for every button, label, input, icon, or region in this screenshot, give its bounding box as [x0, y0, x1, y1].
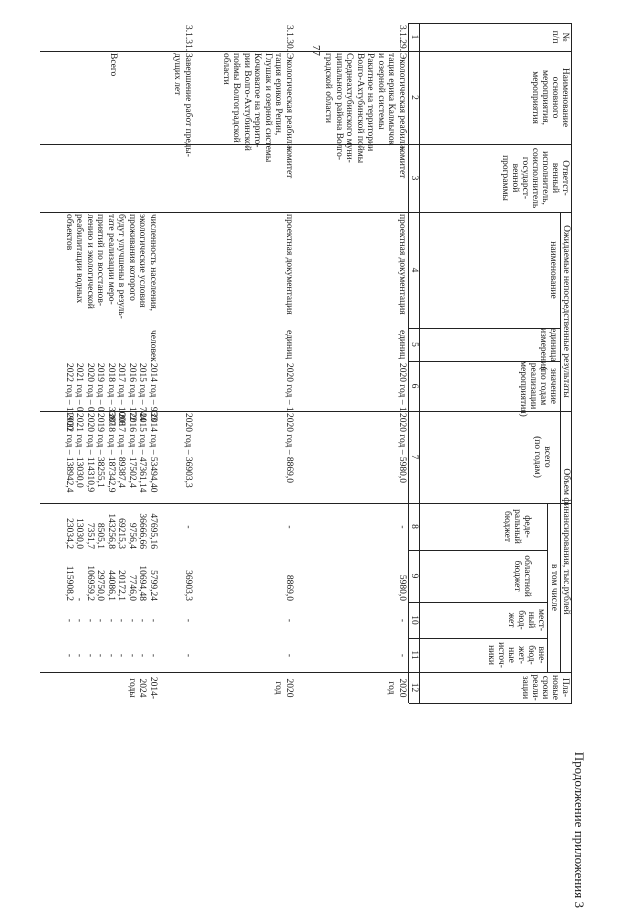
header-total	[532, 411, 552, 503]
text-line: 44086,1	[106, 570, 116, 601]
text-line: 2014-	[148, 676, 158, 700]
row-number: 3.1.29.	[397, 25, 407, 52]
text-line: мест-	[536, 609, 546, 631]
local-budget: -	[397, 618, 407, 623]
text-line: 2020	[397, 678, 407, 698]
header-value	[518, 361, 558, 417]
text-line: значение	[548, 367, 558, 405]
rotated-table-page	[40, 23, 627, 910]
text-line: тация ерика Калмычок	[386, 53, 397, 146]
header-financing: Объем финансирования, тыс.рублей	[561, 468, 571, 615]
text-line: жет	[506, 612, 516, 628]
text-line: (по годам	[538, 366, 548, 406]
text-line: Глушак и озерной системы	[263, 53, 273, 163]
text-line: Экологическая реабили-	[397, 53, 407, 152]
text-line: 2015 год – 744	[137, 363, 148, 422]
total-result	[64, 214, 159, 327]
text-line: бюджет	[512, 560, 522, 592]
text-line: Кочковатое на террито-	[252, 53, 263, 148]
text-line: ральный	[512, 509, 522, 544]
header-result-name	[548, 212, 558, 328]
text-line: 7746,0	[127, 574, 137, 601]
text-line: ципального района Волго-	[334, 53, 344, 160]
row-number: 3.1.30.	[284, 25, 294, 52]
text-line: 2019 год – 0	[95, 363, 106, 412]
text-line: единица	[548, 328, 558, 362]
column-number: 6	[409, 383, 419, 389]
table-vline	[409, 503, 572, 504]
column-number: 4	[409, 267, 419, 273]
federal-budget: -	[284, 525, 294, 529]
header-expected-results: Ожидаемые непосредственные результаты	[561, 225, 571, 398]
text-line: -	[64, 618, 74, 623]
text-line: -	[137, 618, 148, 623]
text-line: 143256,8	[106, 513, 116, 549]
text-line: 115908,2	[64, 565, 74, 601]
text-line: проживания которого	[127, 214, 137, 301]
header-including: в том числе	[549, 564, 559, 611]
text-line: 2020 год – 0	[85, 363, 95, 412]
text-line: 9756,4	[127, 522, 137, 549]
text-line: Пла-	[560, 678, 570, 697]
text-line: -	[116, 653, 127, 658]
text-line: мероприятия	[530, 71, 540, 124]
financing-total: 2020 год – 36903,3	[183, 413, 193, 488]
financing-total: 2020 год – 8869,0	[284, 413, 294, 483]
text-line: тате реализации меро-	[106, 214, 116, 305]
implementation-term	[386, 674, 407, 702]
text-line: 2020 год – 114310,9	[85, 413, 95, 493]
text-line: наименование	[548, 241, 558, 299]
text-line: феде-	[522, 515, 532, 538]
text-line: Ответст-	[560, 160, 570, 196]
responsible-executor: комитет	[284, 146, 294, 179]
text-line: бюджет	[502, 510, 512, 543]
result-name: проектная документация	[397, 214, 407, 315]
text-line: -	[95, 653, 106, 658]
text-line: жет-	[516, 646, 526, 664]
table-vline	[409, 23, 572, 24]
text-line: 10694,48	[137, 565, 148, 601]
text-line: Волго-Ахтубинской поймы	[355, 53, 365, 164]
column-number: 5	[409, 342, 419, 347]
column-number: 11	[409, 650, 419, 660]
text-line: и озерной системы	[376, 53, 386, 130]
text-line: численность населения,	[148, 214, 158, 311]
implementation-term	[273, 674, 294, 702]
text-line: мероприятия)	[518, 361, 528, 417]
text-line: 13030,0	[74, 518, 85, 549]
regional-budget: 5980,0	[397, 574, 407, 601]
text-line: год	[386, 681, 397, 695]
text-line: соисполнитель	[530, 147, 540, 209]
text-line: исполнитель,	[540, 151, 550, 205]
regional-budget: 8869,0	[284, 574, 294, 601]
result-value: 2020 год – 1	[397, 363, 407, 412]
text-line: всего	[542, 446, 552, 468]
result-unit: единиц	[397, 330, 407, 360]
table-vline	[40, 672, 572, 673]
text-line: -	[127, 618, 137, 623]
text-line: 2016 год – 17502,4	[127, 413, 137, 488]
total-label: Всего	[108, 53, 118, 77]
text-line: 2018 год – 3387	[106, 363, 116, 426]
text-line: 5799,24	[148, 570, 158, 601]
text-line: -	[127, 653, 137, 658]
text-line: -	[95, 618, 106, 623]
text-line: области	[221, 53, 231, 85]
text-line: зации	[520, 675, 530, 700]
header-regional	[512, 550, 532, 602]
text-line: новые	[550, 675, 560, 700]
text-line: объектов	[64, 214, 74, 251]
text-line: Экологическая реабили-	[284, 53, 294, 152]
local-budget: -	[183, 618, 193, 623]
financing-total: 2020 год – 5980,0	[397, 413, 407, 483]
text-line: мероприятия,	[540, 70, 550, 125]
text-line: 2022 год – 11900	[64, 363, 74, 431]
text-line: источ-	[496, 642, 506, 668]
text-line: 8505,1	[95, 522, 106, 549]
text-line: сроки	[540, 675, 550, 700]
column-number: 7	[409, 454, 419, 460]
text-line: 2015 год – 47361,14	[137, 413, 148, 493]
text-line: -	[85, 653, 95, 658]
text-line: вне-	[536, 646, 546, 664]
column-number: 2	[409, 95, 419, 100]
result-value: 2020 год – 1	[284, 363, 294, 412]
text-line: 23034,2	[64, 518, 74, 549]
text-line: основного	[550, 76, 560, 119]
header-hline	[547, 503, 548, 672]
text-line: реали-	[530, 674, 540, 701]
text-line: 2017 год – 1008	[116, 363, 127, 426]
text-line: венный	[550, 162, 560, 194]
text-line: государст-	[520, 156, 530, 200]
table-hline	[419, 23, 420, 703]
responsible-executor: комитет	[397, 146, 407, 179]
header-measure-name	[530, 51, 570, 144]
financing-table	[40, 23, 572, 910]
text-line: тация ериков Репин,	[273, 53, 284, 136]
header-local	[506, 602, 546, 638]
table-vline	[409, 703, 572, 704]
text-line: (по годам)	[532, 436, 542, 478]
text-line: 29750,0	[95, 570, 106, 601]
column-number: 12	[409, 682, 419, 693]
text-line: 36666,66	[137, 513, 148, 549]
header-terms	[520, 672, 570, 703]
text-line: ники	[486, 645, 496, 665]
total-financing	[64, 413, 159, 502]
text-line: 2014 год – 933	[148, 363, 158, 422]
result-name: проектная документация	[284, 214, 294, 315]
text-line: -	[106, 618, 116, 623]
text-line: ный	[526, 611, 536, 629]
row-number: 3.1.31.	[183, 25, 193, 52]
extrabudget-sources: -	[183, 653, 193, 658]
header-unit	[538, 328, 558, 371]
text-line: п/п	[550, 30, 560, 44]
total-extrabudget	[64, 640, 159, 671]
table-vline	[40, 212, 572, 213]
text-line: приятий по восстанов-	[95, 214, 106, 306]
text-line: -	[74, 597, 85, 601]
text-line: 47695,16	[148, 513, 158, 549]
text-line: -	[74, 618, 85, 623]
text-line: 2020	[284, 678, 294, 698]
column-number: 8	[409, 524, 419, 529]
local-budget: -	[284, 618, 294, 623]
text-line: 2022 год – 138942,4	[64, 413, 74, 493]
text-line: 106959,2	[85, 565, 95, 601]
text-line: -	[116, 618, 127, 623]
text-line: 20172,1	[116, 570, 127, 601]
total-values	[64, 363, 159, 431]
text-line: 69215,3	[116, 518, 127, 549]
measure-name	[172, 53, 193, 157]
table-vline	[40, 144, 572, 145]
extrabudget-sources: -	[284, 653, 294, 658]
text-line: Наименование	[560, 67, 570, 128]
text-line: будут улучшены в резуль-	[116, 214, 127, 319]
text-line: 2021 год – 13030,0	[74, 413, 85, 488]
table-vline	[40, 51, 572, 52]
text-line: -	[106, 653, 116, 658]
text-line: 2016 год – 172	[127, 363, 137, 422]
federal-budget: -	[183, 525, 193, 529]
text-line: венной	[510, 163, 520, 193]
text-line: 7351,7	[85, 522, 95, 549]
text-line: реабилитации водных	[74, 214, 85, 304]
column-number: 1	[409, 34, 419, 40]
total-local	[64, 604, 159, 637]
text-line: областной	[522, 555, 532, 597]
column-number: 9	[409, 573, 419, 579]
text-line: ные	[506, 647, 516, 663]
header-extrabudget	[486, 638, 546, 672]
table-hline	[571, 23, 572, 703]
text-line: год	[273, 681, 284, 695]
text-line: лению и экологической	[85, 214, 95, 309]
regional-budget: 36903,3	[183, 570, 193, 601]
text-line: дущих лет	[172, 53, 183, 96]
header-federal	[502, 503, 532, 550]
text-line: бюд-	[526, 645, 536, 665]
text-line: программы	[500, 155, 510, 201]
text-line: №	[560, 32, 570, 42]
text-line: экологические условия	[137, 214, 148, 308]
text-line: -	[137, 653, 148, 658]
text-line: -	[148, 653, 158, 658]
text-line: измерения	[538, 328, 548, 371]
column-number: 10	[409, 615, 419, 625]
text-line: -	[74, 653, 85, 658]
result-unit: единиц	[284, 330, 294, 360]
total-regional	[64, 552, 159, 601]
federal-budget: -	[397, 525, 407, 529]
column-number: 3	[409, 175, 419, 181]
text-line: годы	[127, 678, 137, 698]
header-responsible	[500, 144, 570, 212]
text-line: 2014 год – 53494,40	[148, 413, 158, 493]
total-term	[127, 674, 159, 702]
text-line: 2017 год – 89387,4	[116, 413, 127, 488]
text-line: -	[64, 653, 74, 658]
text-line: -	[148, 618, 158, 623]
text-line: Среднеахтубинского муни-	[344, 53, 355, 163]
text-line: 2024	[137, 678, 148, 698]
header-number	[550, 23, 570, 51]
text-line: Ракитное на территории	[365, 53, 376, 152]
text-line: 2021 год – 0	[74, 363, 85, 412]
text-line: 2018 год – 187342,9	[106, 413, 116, 493]
text-line: бюд-	[516, 610, 526, 630]
total-federal	[64, 505, 159, 549]
text-line: -	[85, 618, 95, 623]
text-line: поймы Волгоградской	[231, 53, 242, 143]
text-line: 2019 год – 38255,1	[95, 413, 106, 488]
text-line: рии Волго-Ахтубинской	[242, 53, 252, 151]
page-number: 77	[310, 45, 322, 56]
total-unit: человек	[148, 330, 158, 362]
extrabudget-sources: -	[397, 653, 407, 658]
text-line: градской области	[323, 53, 334, 124]
text-line: Завершение работ преды-	[183, 53, 193, 157]
continuation-label: Продолжение приложения 3	[572, 751, 587, 908]
text-line: реализации	[528, 362, 538, 410]
